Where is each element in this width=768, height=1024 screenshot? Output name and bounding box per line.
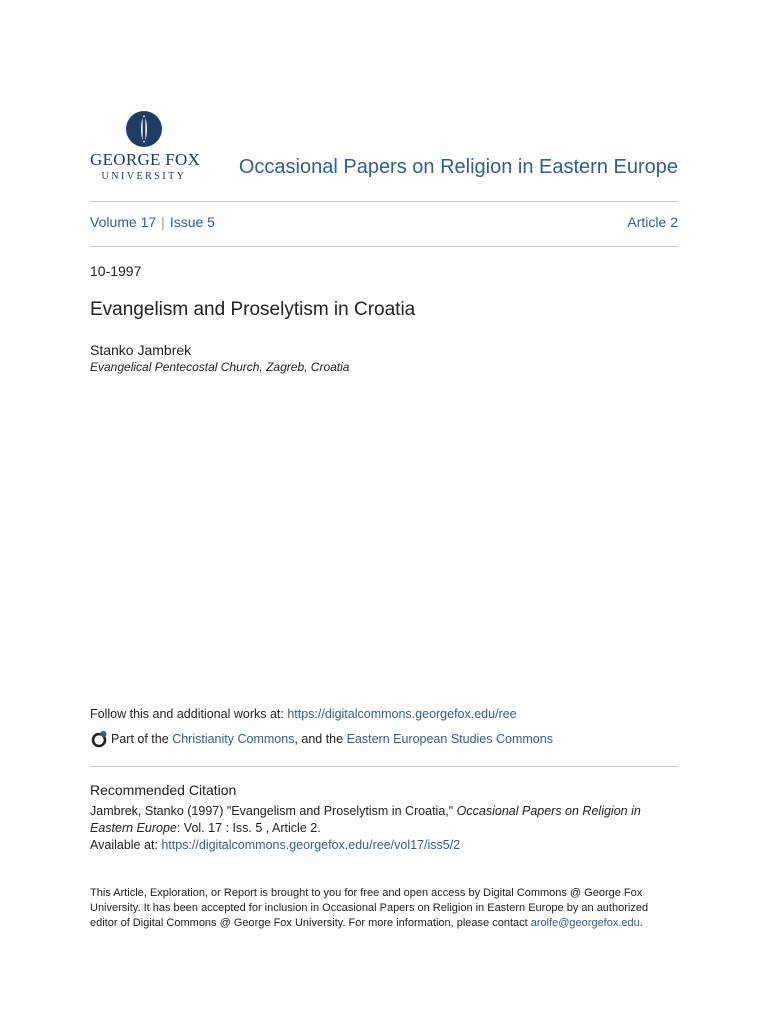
citation-journal: Occasional Papers on Religion in Eastern Europe: [90, 804, 641, 835]
commons-network-icon: [90, 730, 108, 748]
article-title: Evangelism and Proselytism in Croatia: [90, 299, 416, 320]
follow-line: [90, 707, 517, 721]
issue-info-row: [90, 214, 678, 230]
author-affiliation: Evangelical Pentecostal Church, Zagreb, Croatia: [90, 360, 350, 374]
publication-date: 10-1997: [90, 263, 142, 279]
footer-text: This Article, Exploration, or Report is brought to you for free and open access by Digital Commons @ George Fox University. It has been accepted for inclusion in Occasional Papers on Religion in Eastern Europe by an authorized editor of Digital Commons @ George Fox University. For more information, please contact: [90, 887, 649, 929]
author-name: Stanko Jambrek: [90, 342, 192, 358]
volume-link[interactable]: Volume 17: [90, 214, 157, 230]
available-at-label: Available at:: [90, 838, 162, 852]
follow-link[interactable]: https://digitalcommons.georgefox.edu/ree: [287, 707, 517, 721]
part-of-prefix: Part of the: [111, 732, 169, 746]
footer-end: .: [639, 917, 643, 929]
header-divider-bottom: [90, 246, 678, 247]
citation-text-end: : Vol. 17 : Iss. 5 , Article 2.: [176, 821, 321, 835]
george-fox-emblem-icon: [125, 110, 163, 148]
header-divider-top: [90, 201, 678, 202]
recommended-citation-heading: Recommended Citation: [90, 782, 237, 798]
citation-text-start: Jambrek, Stanko (1997) "Evangelism and Proselytism in Croatia,": [90, 804, 457, 818]
contact-email-link[interactable]: arolfe@georgefox.edu: [530, 917, 640, 929]
part-of-line: [90, 730, 553, 748]
logo-name: GEORGE FOX: [90, 150, 201, 169]
journal-title-link[interactable]: Occasional Papers on Religion in Eastern Europe: [238, 156, 678, 178]
christianity-commons-link[interactable]: Christianity Commons: [172, 732, 295, 746]
issue-separator: |: [161, 214, 165, 230]
part-of-middle: , and the: [294, 732, 344, 746]
citation-divider: [90, 766, 678, 767]
eastern-european-studies-commons-link[interactable]: Eastern European Studies Commons: [346, 732, 553, 746]
issue-link[interactable]: Issue 5: [169, 214, 215, 230]
available-at-link[interactable]: https://digitalcommons.georgefox.edu/ree/vol17/iss5/2: [161, 838, 461, 852]
logo-university: UNIVERSITY: [101, 171, 187, 180]
article-link[interactable]: Article 2: [627, 214, 678, 230]
university-logo: [90, 108, 201, 180]
citation-block: [90, 803, 678, 854]
footer-notice: [90, 886, 678, 931]
follow-text: Follow this and additional works at:: [90, 707, 288, 721]
